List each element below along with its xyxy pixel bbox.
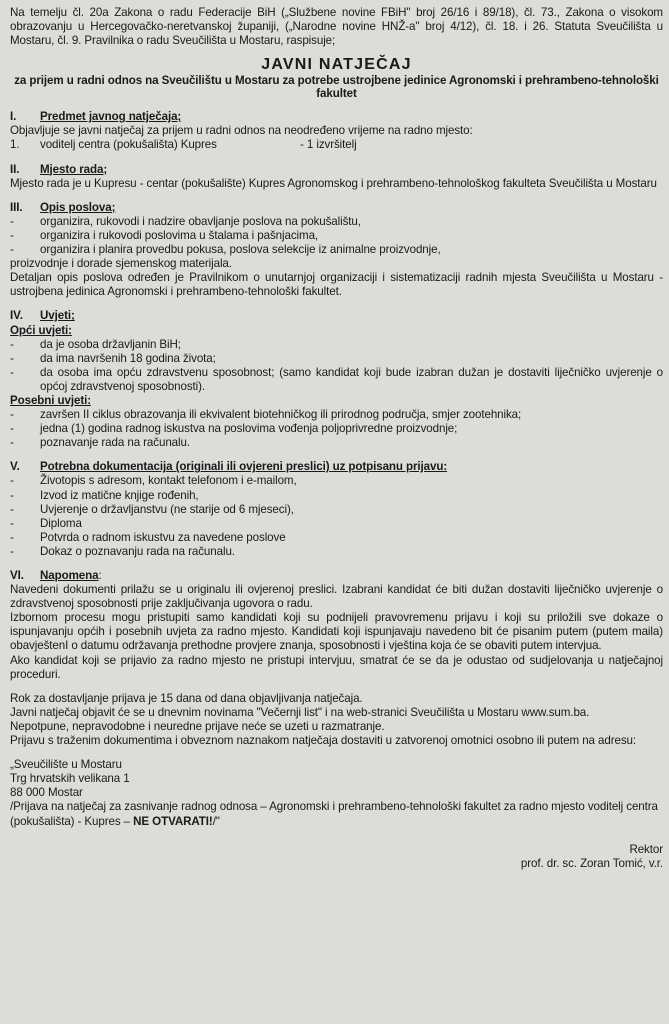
- list-item: - Diploma: [10, 516, 82, 530]
- section-3-continuation: proizvodnje i dorade sjemenskog materijala.: [10, 257, 232, 271]
- list-item: - organizira, rukovodi i nadzire obavljanje poslova na pokušalištu,: [10, 214, 361, 228]
- list-item: - završen II ciklus obrazovanja ili ekvivalent biotehničkog ili prirodnog područja, smjer zootehnika;: [10, 408, 522, 422]
- list-item: - Dokaz o poznavanju rada na računalu.: [10, 544, 235, 558]
- note-paragraph-1: Navedeni dokumenti prilažu se u originalu ili ovjerenoj preslici. Izabrani kandidat će biti dužan dostaviti liječničko uvjerenje o zdravstvenoj sposobnosti prije zaključivanja ugovora o radu.: [10, 583, 663, 611]
- list-item: - Izvod iz matične knjige rođenih,: [10, 488, 199, 502]
- section-5: [10, 460, 663, 559]
- address-line-3: 88 000 Mostar: [10, 786, 83, 800]
- address-block: [10, 758, 663, 828]
- list-item: - jedna (1) godina radnog iskustva na poslovima vođenja poljoprivredne proizvodnje;: [10, 422, 458, 436]
- list-item: - Potvrda o radnom iskustvu za navedene poslove: [10, 530, 286, 544]
- list-item: - Životopis s adresom, kontakt telefonom i e-mailom,: [10, 474, 297, 488]
- section-3-number: III.: [10, 200, 23, 214]
- section-1-number: I.: [10, 110, 17, 124]
- general-conditions-label: Opći uvjeti:: [10, 323, 72, 337]
- section-4-number: IV.: [10, 309, 23, 323]
- section-3-heading: Opis poslova;: [40, 200, 116, 214]
- do-not-open-text: NE OTVARATI!: [133, 814, 213, 828]
- section-1: [10, 110, 663, 152]
- list-item: - da je osoba državljanin BiH;: [10, 337, 181, 351]
- section-5-number: V.: [10, 460, 20, 474]
- list-item: - poznavanje rada na računalu.: [10, 436, 190, 450]
- section-2: [10, 163, 663, 191]
- special-conditions-label: Posebni uvjeti:: [10, 393, 91, 407]
- section-6-number: VI.: [10, 569, 24, 582]
- list-item: - Uvjerenje o državljanstvu (ne starije od 6 mjeseci),: [10, 502, 294, 516]
- address-line-1: „Sveučilište u Mostaru: [10, 758, 122, 772]
- publication-text: Javni natječaj objavit će se u dnevnim novinama "Večernji list" i na web-stranici Sveučilišta u Mostaru www.sum.ba.: [10, 705, 590, 719]
- list-item: - da ima navršenih 18 godina života;: [10, 351, 216, 365]
- section-2-number: II.: [10, 162, 20, 176]
- position-title: voditelj centra (pokušališta) Kupres: [40, 138, 217, 152]
- section-1-text: Objavljuje se javni natječaj za prijem u radni odnos na neodređeno vrijeme na radno mjesto:: [10, 124, 473, 138]
- notice-subtitle: za prijem u radni odnos na Sveučilištu u Mostaru za potrebe ustrojbene jedinice Agronomski i prehrambeno-tehnološki fakultet: [14, 74, 659, 101]
- position-row: [10, 138, 663, 152]
- section-2-text: Mjesto rada je u Kupresu - centar (pokušalište) Kupres Agronomskog i prehrambeno-tehnološkog fakulteta Sveučilišta u Mostaru: [10, 176, 657, 190]
- envelope-note: /Prijava na natječaj za zasnivanje radnog odnosa – Agronomski i prehrambeno-tehnološki fakultet za radno mjesto voditelj centra (pokušališta) - Kupres – NE OTVARATI!/": [10, 800, 658, 828]
- deadline-text: Rok za dostavljanje prijava je 15 dana od dana objavljivanja natječaja.: [10, 691, 363, 705]
- section-2-heading: Mjesto rada;: [40, 162, 108, 176]
- list-item: - organizira i rukovodi poslovima u štalama i pašnjacima,: [10, 228, 319, 242]
- section-5-heading: Potrebna dokumentacija (originali ili ovjereni preslici) uz potpisanu prijavu:: [40, 460, 448, 474]
- signature-block: [10, 843, 663, 871]
- signature-name: prof. dr. sc. Zoran Tomić, v.r.: [520, 856, 663, 870]
- section-1-heading: Predmet javnog natječaja;: [40, 110, 182, 124]
- section-4-heading: Uvjeti;: [40, 309, 75, 323]
- closing-block: [10, 692, 663, 748]
- address-line-2: Trg hrvatskih velikana 1: [10, 772, 130, 786]
- submission-text: Prijavu s traženim dokumentima i obveznom naznakom natječaja dostaviti u zatvorenoj omotnici osobno ili putem na adresu:: [10, 734, 636, 748]
- intro-paragraph: Na temelju čl. 20a Zakona o radu Federacije BiH („Službene novine FBiH" broj 26/16 i 89/18), čl. 73., Zakona o visokom obrazovanju u Hercegovačko-neretvanskoj županiji, („Narodne novine HNŽ-a" broj 4/12), čl. 18. i 26. Statuta Sveučilišta u Mostaru, čl. 9. Pravilnika o radu Sveučilišta u Mostaru, raspisuje;: [10, 6, 663, 48]
- section-6-heading: Napomena: [40, 569, 99, 582]
- incomplete-applications-text: Nepotpune, nepravodobne i neuredne prijave neće se uzeti u razmatranje.: [10, 719, 385, 733]
- note-paragraph-3: Ako kandidat koji se prijavio za radno mjesto ne pristupi intervjuu, smatrat će se da je odustao od sudjelovanja u natječajnoj proceduri.: [10, 653, 663, 681]
- notice-title: JAVNI NATJEČAJ: [261, 56, 412, 74]
- section-6: VI. Napomena: Navedeni dokumenti prilažu se u originalu ili ovjerenoj preslici. Izabrani kandidat će biti dužan dostaviti liječničko uvjerenje o zdravstvenoj sposobnosti prije zaključivanja ugovora o radu. Izbornom procesu mogu pristupiti samo kandidati koji su podnijeli pravovremenu prijavu i koji su priložili sve dokaze o ispunjavanju općih i posebnih uvjeta za radno mjesto. Kandidati koji ispunjavaju navedeno bit će pisanim putem (putem maila) obavještenI o datumu održavanja prethodne provjere znanja, sposobnosti i vještina koja će se obaviti putem intervjua. Ako kandidat koji se prijavio za radno mjesto ne pristupi intervjuu, smatrat će se da je odustao od sudjelovanja u natječajnoj proceduri.: [10, 569, 663, 681]
- signature-role: Rektor: [629, 842, 663, 856]
- list-item: - organizira i planira provedbu pokusa, poslova selekcije iz animalne proizvodnje,: [10, 243, 441, 257]
- section-4: [10, 309, 663, 450]
- position-number: 1.: [10, 138, 20, 152]
- section-3-text: Detaljan opis poslova određen je Pravilnikom o unutarnjoj organizaciji i sistematizaciji radnih mjesta Sveučilišta u Mostaru - ustrojbena jedinica Agronomski i prehrambeno-tehnološki fakultet.: [10, 271, 663, 299]
- note-paragraph-2: Izbornom procesu mogu pristupiti samo kandidati koji su podnijeli pravovremenu prijavu i koji su priložili sve dokaze o ispunjavanju općih i posebnih uvjeta za radno mjesto. Kandidati koji ispunjavaju navedeno bit će pisanim putem (putem maila) obavještenI o datumu održavanja prethodne provjere znanja, sposobnosti i vještina koja će se obaviti putem intervjua.: [10, 611, 663, 653]
- position-count: - 1 izvršitelj: [300, 138, 357, 152]
- list-item: - da osoba ima opću zdravstvenu sposobnost; (samo kandidat koji bude izabran dužan je dostaviti liječničko uvjerenje o općoj zdravstvenoj sposobnosti).: [10, 365, 663, 393]
- section-3: [10, 201, 663, 300]
